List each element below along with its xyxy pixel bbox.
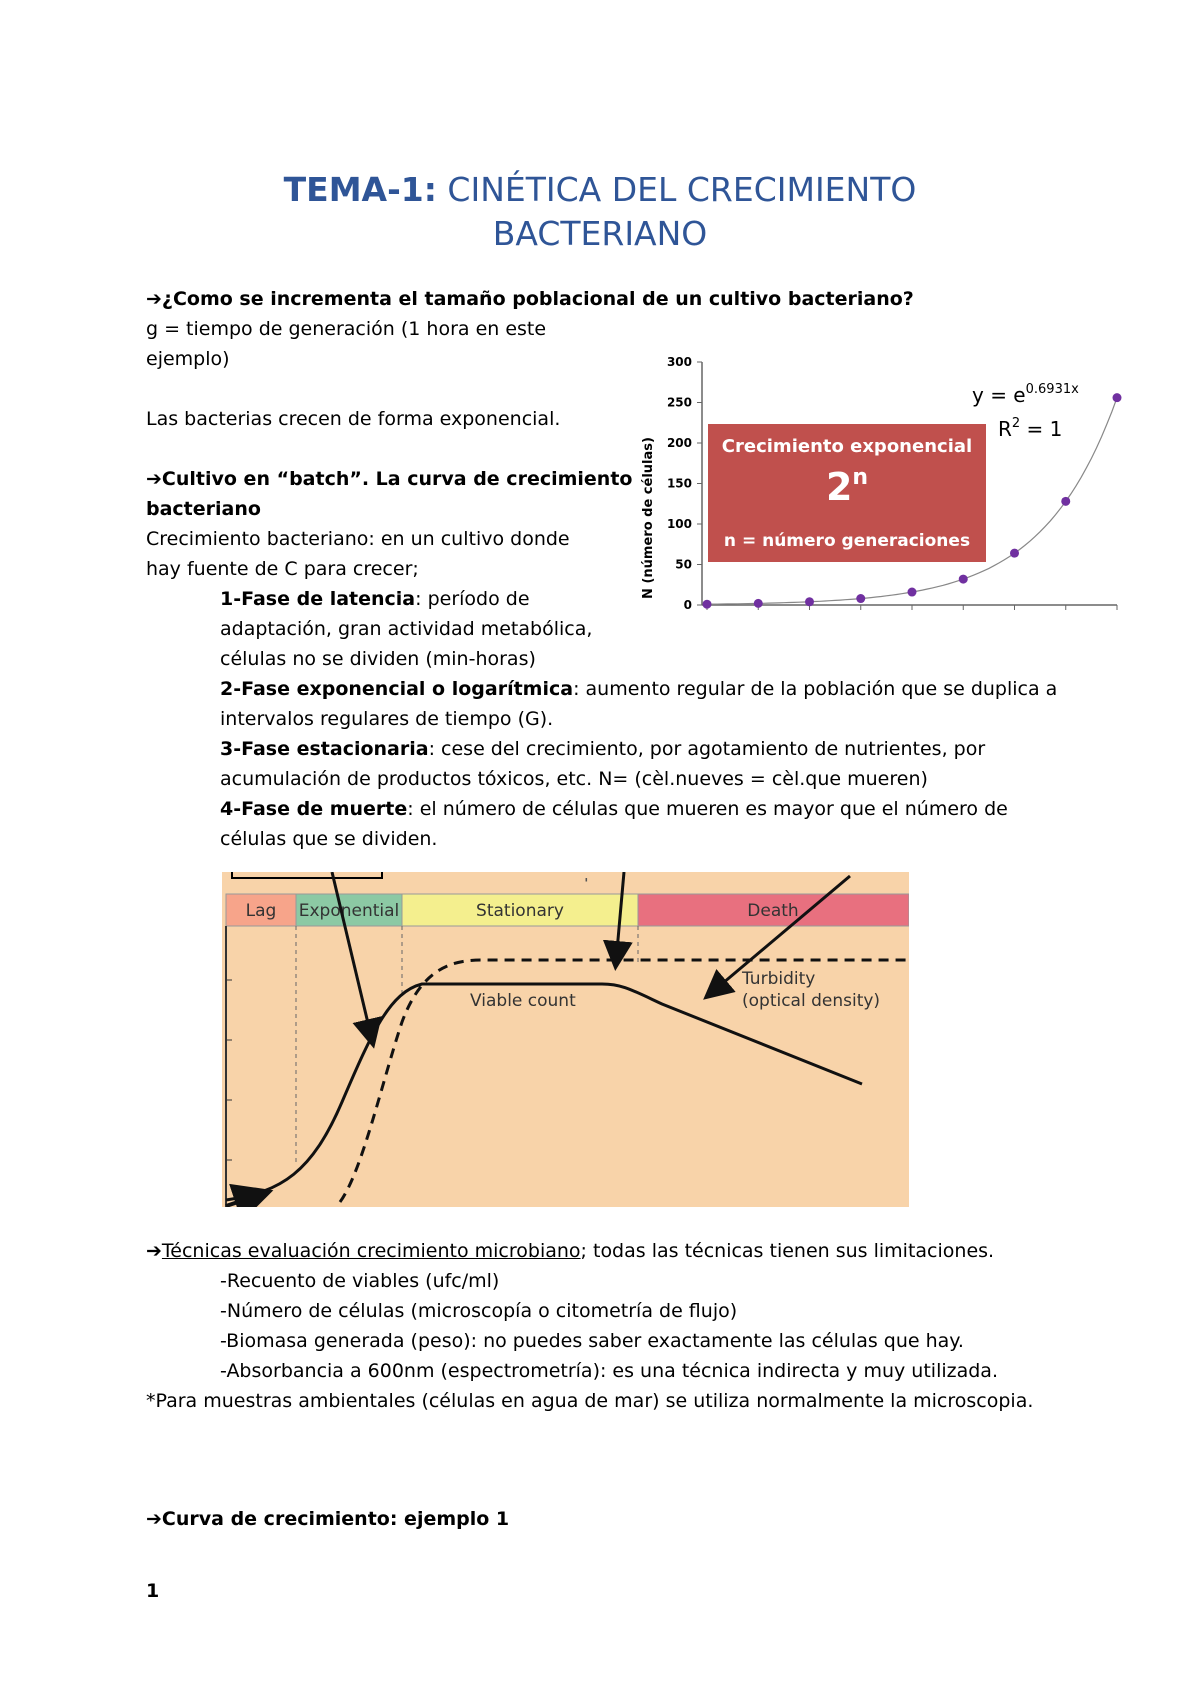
y-tick-label: 100: [666, 517, 692, 531]
y-tick-label: 200: [666, 436, 692, 450]
data-point: [1010, 549, 1019, 558]
phase-line: adaptación, gran actividad metabólica,: [220, 618, 593, 640]
viable-count-label: Viable count: [470, 991, 576, 1011]
phase-line: células no se dividen (min-horas): [220, 648, 536, 670]
box-title: Crecimiento exponencial: [721, 436, 973, 457]
y-axis-label: N (número de células): [641, 437, 656, 599]
page-number: 1: [146, 1580, 160, 1602]
title-prefix: TEMA-1:: [283, 170, 437, 209]
phase-line: células que se dividen.: [220, 828, 438, 850]
example-heading: ➔Curva de crecimiento: ejemplo 1: [146, 1508, 510, 1530]
phase-label-lag: Lag: [245, 901, 277, 921]
exponential-chart: [620, 350, 1130, 630]
y-tick-label: 250: [666, 395, 692, 410]
phase-line: 2-Fase exponencial o logarítmica: aumento regular de la población que se duplica a: [220, 678, 1058, 700]
technique-item: -Biomasa generada (peso): no puedes saber exactamente las células que hay.: [220, 1330, 964, 1352]
arrow-icon: ➔: [146, 288, 162, 310]
gen-line1: g = tiempo de generación (1 hora en este: [146, 318, 547, 340]
technique-item: -Recuento de viables (ufc/ml): [220, 1270, 500, 1292]
batch-heading-line2: bacteriano: [146, 498, 261, 520]
page-title: [0, 168, 1200, 212]
technique-item: -Número de células (microscopía o citometría de flujo): [220, 1300, 738, 1322]
batch-heading: ➔Cultivo en “batch”. La curva de crecimiento: [146, 468, 633, 490]
question-heading: ➔¿Como se incrementa el tamaño poblacional de un cultivo bacteriano?: [146, 288, 914, 310]
phase-label-exponential: Exponential: [298, 901, 400, 921]
title-line1: CINÉTICA DEL CRECIMIENTO: [436, 170, 917, 209]
r-squared: $R^2 = 1$: [998, 416, 1063, 441]
growth-line2: hay fuente de C para crecer;: [146, 558, 419, 580]
box-caption: n = número generaciones: [723, 531, 971, 551]
page-title-line2: BACTERIANO: [492, 214, 708, 253]
data-point: [754, 599, 763, 608]
techniques-link[interactable]: Técnicas evaluación crecimiento microbiano: [161, 1240, 581, 1262]
expo-text: Las bacterias crecen de forma exponencial.: [146, 408, 561, 430]
y-tick-label: 150: [666, 476, 692, 491]
data-point: [1061, 497, 1070, 506]
data-point: [1113, 393, 1122, 402]
growth-line1: Crecimiento bacteriano: en un cultivo donde: [146, 528, 570, 550]
y-tick-label: 300: [666, 355, 692, 369]
phase-label-death: Death: [747, 901, 799, 921]
phase-line: 3-Fase estacionaria: cese del crecimiento, por agotamiento de nutrientes, por: [220, 738, 986, 760]
techniques-note: *Para muestras ambientales (células en agua de mar) se utiliza normalmente la microscopia.: [146, 1390, 1034, 1412]
phase-label-stationary: Stationary: [476, 901, 564, 921]
phase-line: 1-Fase de latencia: período de: [220, 588, 530, 610]
data-point: [959, 575, 968, 584]
y-tick-label: 0: [683, 598, 692, 612]
equation: $y = e^{0.6931x}$: [972, 382, 1079, 407]
growth-phases-figure: [222, 872, 909, 1207]
phase-line: acumulación de productos tóxicos, etc. N= (cèl.nueves = cèl.que mueren): [220, 768, 928, 790]
arrow-icon: ➔: [146, 468, 162, 490]
techniques-heading: ➔Técnicas evaluación crecimiento microbiano; todas las técnicas tienen sus limitaciones.: [146, 1240, 995, 1262]
box-formula: 2$^n$: [825, 465, 869, 509]
data-point: [856, 594, 865, 603]
phase-line: intervalos regulares de tiempo (G).: [220, 708, 554, 730]
data-point: [908, 588, 917, 597]
technique-item: -Absorbancia a 600nm (espectrometría): es una técnica indirecta y muy utilizada.: [220, 1360, 998, 1382]
y-tick-label: 50: [675, 557, 692, 572]
exponential-box: [708, 424, 986, 562]
phase-line: 4-Fase de muerte: el número de células que mueren es mayor que el número de: [220, 798, 1008, 820]
turbidity-label: Turbidity: [742, 969, 816, 989]
gen-line2: ejemplo): [146, 348, 230, 370]
data-point: [805, 597, 814, 606]
turbidity-sub-label: (optical density): [742, 991, 881, 1011]
arrow-icon: ➔: [146, 1240, 162, 1262]
data-point: [703, 600, 712, 609]
arrow-icon: ➔: [146, 1508, 162, 1530]
